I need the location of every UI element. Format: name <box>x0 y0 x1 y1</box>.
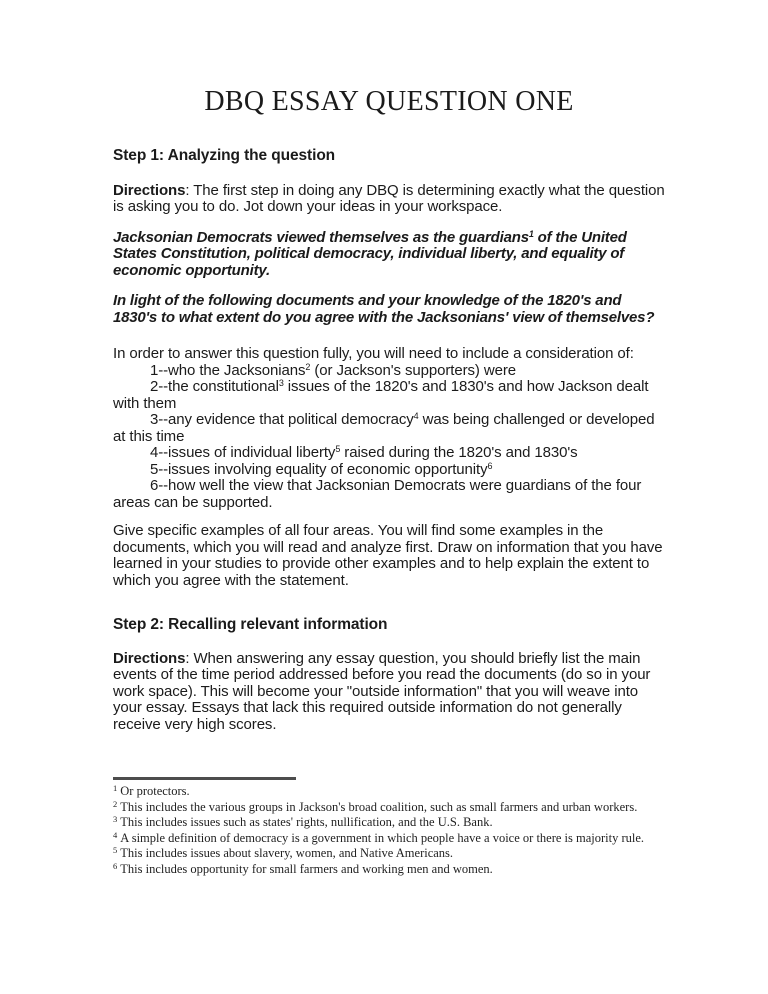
footnote-ref-3: 3 <box>278 378 284 388</box>
footnotes-section <box>113 784 665 877</box>
footnote-ref-6: 6 <box>487 460 493 471</box>
step1-directions-paragraph <box>113 183 665 216</box>
footnote-2 <box>113 800 665 816</box>
list-item-4: 4--issues of individual liberty$^5$ raised during the 1820's and 1830's <box>150 444 578 461</box>
footnote-2-text: This includes the various groups in Jackson's broad coalition, such as small farmers and urban workers. <box>120 799 638 814</box>
footnote-ref-1: 1 <box>528 228 534 239</box>
footnote-6-text: This includes opportunity for small farmers and working men and women. <box>120 861 493 876</box>
footnote-ref-2: 2 <box>305 361 311 372</box>
consideration-list <box>113 346 665 511</box>
step2-directions-label: Directions <box>113 649 186 667</box>
consideration-list-intro: In order to answer this question fully, you will need to include a consideration of: <box>113 345 634 362</box>
step1-directions-label: Directions <box>113 181 186 199</box>
step1-directions-text: : The first step in doing any DBQ is determining exactly what the question is asking you to do. Jot down your ideas in your workspace. <box>113 181 665 215</box>
list-item-5: 5--issues involving equality of economic opportunity$^6$ <box>150 460 493 478</box>
footnote-separator <box>113 777 296 780</box>
footnote-6 <box>113 862 665 878</box>
document-title: DBQ ESSAY QUESTION ONE <box>204 86 574 117</box>
footnote-5-number: 5 <box>113 845 118 855</box>
prompt-statement-text-continued: of the United States Constitution, political democracy, individual liberty, and equality of economic opportunity. <box>113 228 627 279</box>
essay-prompt-statement <box>113 230 665 280</box>
step1-closing-paragraph: Give specific examples of all four areas. You will find some examples in the documents, which you will read and analyze first. Draw on information that you have learned in your studies to provide other examples and to help explain the extent to which you agree with the statement. <box>113 522 663 589</box>
footnote-ref-4: 4 <box>413 411 419 421</box>
list-item-3: 3--any evidence that political democracy$^4$ was being challenged or developed at this time <box>113 411 655 445</box>
list-item-2: 2--the constitutional$^3$ issues of the 1820's and 1830's and how Jackson dealt with them <box>113 378 649 412</box>
essay-prompt-question: In light of the following documents and your knowledge of the 1820's and 1830's to what extent do you agree with the Jacksonians' view of themselves? <box>113 292 655 326</box>
footnote-4-number: 4 <box>113 829 118 840</box>
footnote-4-text: A simple definition of democracy is a government in which people have a voice or there is majority rule. <box>120 830 645 845</box>
footnote-1 <box>113 784 665 800</box>
step1-heading: Step 1: Analyzing the question <box>113 147 336 164</box>
footnote-5 <box>113 846 665 862</box>
footnote-3-number: 3 <box>113 814 118 824</box>
list-item-6: 6--how well the view that Jacksonian Democrats were guardians of the four areas can be supported. <box>113 477 642 511</box>
footnote-1-text: Or protectors. <box>120 784 190 798</box>
footnote-5-text: This includes issues about slavery, women, and Native Americans. <box>120 846 454 860</box>
footnote-3 <box>113 815 665 831</box>
footnote-ref-5: 5 <box>335 444 341 454</box>
step2-heading: Step 2: Recalling relevant information <box>113 616 388 633</box>
step2-directions-paragraph <box>113 651 665 734</box>
step2-directions-text: : When answering any essay question, you should briefly list the main events of the time period addressed before you read the documents (do so in your work space). This will become your "outside information" that you will weave into your essay. Essays that lack this required outside information do not generally receive very high scores. <box>113 649 651 733</box>
footnote-4 <box>113 831 665 847</box>
prompt-statement-text: Jacksonian Democrats viewed themselves as the guardians <box>113 228 529 246</box>
footnote-6-number: 6 <box>113 860 118 871</box>
footnote-3-text: This includes issues such as states' rights, nullification, and the U.S. Bank. <box>120 815 493 829</box>
footnote-1-number: 1 <box>113 783 118 793</box>
footnote-2-number: 2 <box>113 798 118 809</box>
list-item-1: 1--who the Jacksonians$^2$ (or Jackson's supporters) were <box>150 361 516 379</box>
